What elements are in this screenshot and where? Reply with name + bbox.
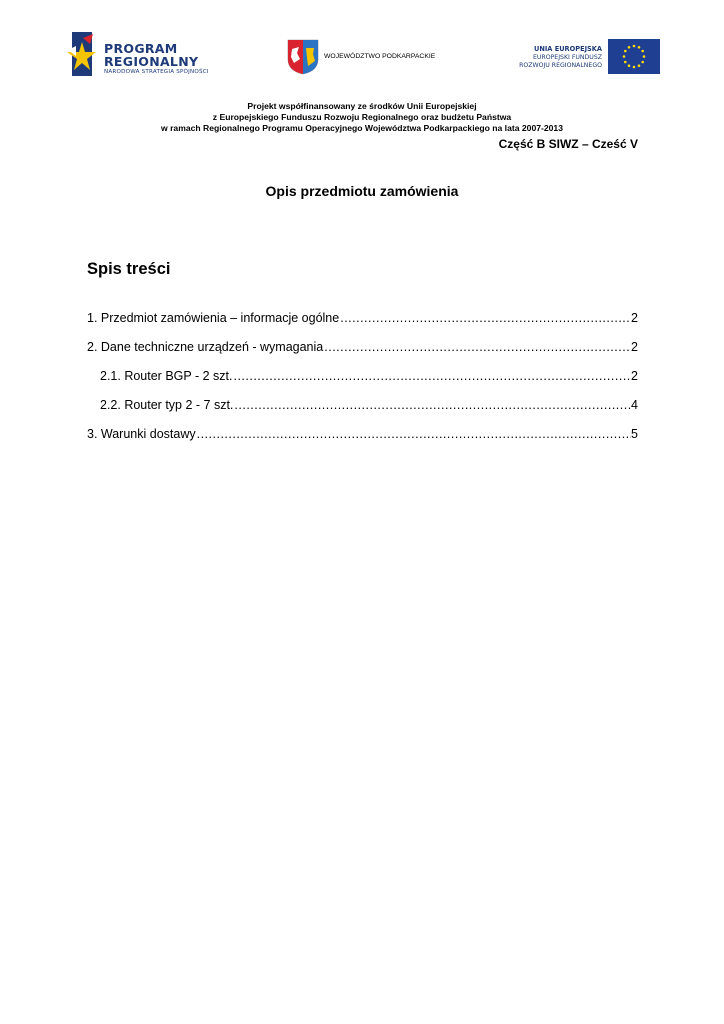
eu-flag-icon [608, 39, 660, 74]
wojewodztwo-logo [287, 39, 457, 77]
program-regionalny-logo [66, 30, 216, 80]
toc-entry-label: 2.2. Router typ 2 - 7 szt. [100, 398, 234, 412]
toc-leader-dots [232, 369, 631, 383]
toc-entry[interactable] [87, 427, 638, 443]
wojewodztwo-text: WOJEWÓDZTWO PODKARPACKIE [324, 53, 436, 60]
document-title: Opis przedmiotu zamówienia [265, 183, 459, 199]
toc-entry-label: 3. Warunki dostawy [87, 427, 196, 441]
toc-entry-label: 1. Przedmiot zamówienia – informacje ogólne [87, 311, 340, 325]
toc-entry-page: 2 [631, 311, 638, 325]
toc-leader-dots [323, 340, 631, 354]
toc-entry-page: 4 [631, 398, 638, 412]
program-regionalny-mark-icon [66, 30, 96, 78]
toc-entry[interactable] [87, 311, 638, 327]
funding-line-2: z Europejskiego Funduszu Rozwoju Regionalnego oraz budżetu Państwa [212, 112, 512, 122]
ue-line1: UNIA EUROPEJSKA [533, 45, 602, 53]
funding-line-3: w ramach Regionalnego Programu Operacyjnego Województwa Podkarpackiego na lata 2007-2013 [161, 123, 563, 133]
toc-heading: Spis treści [87, 260, 171, 278]
funding-statement [0, 101, 724, 134]
funding-line-1: Projekt współfinansowany ze środków Unii Europejskiej [247, 101, 477, 111]
podkarpackie-crest-icon [287, 39, 319, 75]
program-regionalny-line2: REGIONALNY [104, 54, 199, 69]
toc-leader-dots [196, 427, 631, 441]
ue-line2: EUROPEJSKI FUNDUSZ [532, 54, 602, 61]
toc-entry-label: 2.1. Router BGP - 2 szt. [100, 369, 233, 383]
program-regionalny-line3: NARODOWA STRATEGIA SPÓJNOŚCI [104, 69, 209, 75]
toc-entry-page: 2 [631, 369, 638, 383]
toc-entry[interactable] [100, 369, 638, 385]
toc-leader-dots [233, 398, 631, 412]
toc-entry-page: 5 [631, 427, 638, 441]
toc-entry-label: 2. Dane techniczne urządzeń - wymagania [87, 340, 324, 354]
toc-leader-dots [339, 311, 631, 325]
part-label: Część B SIWZ – Cześć V [498, 137, 638, 151]
toc-entry[interactable] [87, 340, 638, 356]
program-regionalny-line1: PROGRAM [104, 41, 178, 56]
toc-entry-page: 2 [631, 340, 638, 354]
unia-europejska-logo [505, 39, 660, 77]
ue-line3: ROZWOJU REGIONALNEGO [519, 62, 602, 69]
toc-entry[interactable] [100, 398, 638, 414]
